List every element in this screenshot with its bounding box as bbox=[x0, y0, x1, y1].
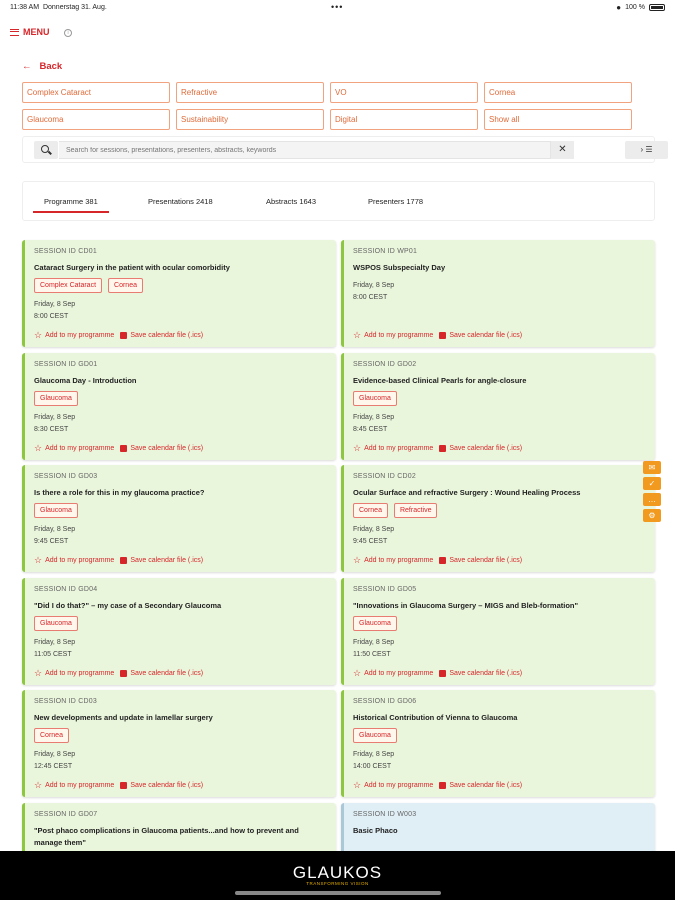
session-time: 12:45 CEST bbox=[34, 763, 73, 770]
clear-search-button[interactable]: ✕ bbox=[551, 141, 574, 159]
calendar-icon bbox=[120, 782, 127, 789]
settings-gear-icon[interactable]: ⚙ bbox=[643, 509, 661, 522]
add-to-programme-button[interactable] bbox=[353, 669, 433, 677]
sponsor-logo: GLAUKOS bbox=[292, 863, 383, 882]
star-icon: ☆ bbox=[353, 443, 362, 453]
session-card[interactable] bbox=[341, 578, 655, 685]
session-tag[interactable]: Glaucoma bbox=[34, 391, 78, 406]
filter-complex-cataract[interactable]: Complex Cataract bbox=[22, 82, 170, 103]
star-icon: ☆ bbox=[353, 555, 362, 565]
save-calendar-button[interactable] bbox=[120, 331, 203, 339]
filter-digital[interactable]: Digital bbox=[330, 109, 478, 130]
add-to-programme-label: Add to my programme bbox=[364, 444, 434, 452]
save-calendar-button[interactable] bbox=[439, 331, 522, 339]
session-time: 9:45 CEST bbox=[34, 538, 69, 545]
calendar-icon bbox=[120, 670, 127, 677]
topic-filters bbox=[22, 82, 632, 130]
save-calendar-label: Save calendar file (.ics) bbox=[130, 331, 204, 339]
session-title[interactable]: Cataract Surgery in the patient with ocular comorbidity bbox=[34, 263, 230, 272]
session-tag[interactable]: Refractive bbox=[394, 503, 438, 518]
session-title[interactable]: Evidence-based Clinical Pearls for angle-closure bbox=[353, 376, 527, 385]
session-id: SESSION ID GD01 bbox=[34, 361, 98, 368]
session-tags bbox=[353, 728, 646, 743]
save-calendar-label: Save calendar file (.ics) bbox=[130, 444, 204, 452]
chat-icon[interactable]: … bbox=[643, 493, 661, 506]
save-calendar-button[interactable] bbox=[120, 556, 203, 564]
session-card[interactable] bbox=[341, 465, 655, 572]
session-day: Friday, 8 Sep bbox=[353, 751, 395, 758]
search-icon[interactable] bbox=[34, 141, 58, 159]
session-day: Friday, 8 Sep bbox=[34, 526, 76, 533]
add-to-programme-button[interactable] bbox=[353, 331, 433, 339]
calendar-icon bbox=[439, 782, 446, 789]
save-calendar-button[interactable] bbox=[120, 669, 203, 677]
session-tag[interactable]: Cornea bbox=[353, 503, 388, 518]
session-datetime bbox=[353, 280, 646, 304]
save-calendar-label: Save calendar file (.ics) bbox=[449, 669, 523, 677]
filter-cornea[interactable]: Cornea bbox=[484, 82, 632, 103]
session-id: SESSION ID W003 bbox=[353, 811, 417, 818]
session-actions bbox=[353, 669, 522, 677]
add-to-programme-label: Add to my programme bbox=[364, 556, 434, 564]
session-tag[interactable]: Glaucoma bbox=[353, 728, 397, 743]
add-to-programme-label: Add to my programme bbox=[45, 669, 115, 677]
status-time: 11:38 AM Donnerstag 31. Aug. bbox=[10, 4, 107, 11]
session-actions bbox=[34, 669, 203, 677]
session-day: Friday, 8 Sep bbox=[34, 301, 76, 308]
session-time: 11:05 CEST bbox=[34, 651, 72, 658]
session-tag[interactable]: Glaucoma bbox=[353, 391, 397, 406]
session-id: SESSION ID CD01 bbox=[34, 248, 97, 255]
session-tags bbox=[34, 728, 327, 743]
calendar-check-icon[interactable]: ✓ bbox=[643, 477, 661, 490]
add-to-programme-button[interactable] bbox=[34, 444, 114, 452]
session-datetime bbox=[34, 637, 327, 661]
session-tags bbox=[34, 278, 327, 293]
session-card[interactable] bbox=[341, 240, 655, 347]
tab-abstracts[interactable]: Abstracts 1643 bbox=[266, 197, 317, 206]
session-tag[interactable]: Glaucoma bbox=[34, 503, 78, 518]
session-day: Friday, 8 Sep bbox=[353, 526, 395, 533]
session-card[interactable] bbox=[22, 578, 336, 685]
session-datetime bbox=[34, 299, 327, 323]
tab-bar bbox=[22, 181, 655, 221]
calendar-icon bbox=[439, 445, 446, 452]
star-icon: ☆ bbox=[34, 668, 43, 678]
session-actions bbox=[34, 781, 203, 789]
session-id: SESSION ID GD07 bbox=[34, 811, 98, 818]
arrow-left-icon: ← bbox=[22, 61, 32, 72]
session-time: 8:45 CEST bbox=[353, 426, 388, 433]
filter-list-button[interactable]: › ☰ bbox=[625, 141, 668, 159]
star-icon: ☆ bbox=[353, 668, 362, 678]
session-day: Friday, 8 Sep bbox=[34, 751, 76, 758]
save-calendar-label: Save calendar file (.ics) bbox=[130, 669, 204, 677]
save-calendar-label: Save calendar file (.ics) bbox=[130, 781, 204, 789]
session-day: Friday, 8 Sep bbox=[353, 414, 395, 421]
add-to-programme-label: Add to my programme bbox=[45, 781, 115, 789]
session-id: SESSION ID GD02 bbox=[353, 361, 417, 368]
session-actions bbox=[353, 556, 522, 564]
star-icon: ☆ bbox=[353, 780, 362, 790]
star-icon: ☆ bbox=[34, 555, 43, 565]
session-datetime bbox=[353, 749, 646, 773]
session-tags bbox=[34, 616, 327, 631]
session-time: 9:45 CEST bbox=[353, 538, 388, 545]
add-to-programme-button[interactable] bbox=[34, 556, 114, 564]
save-calendar-button[interactable] bbox=[439, 669, 522, 677]
multitask-dots[interactable]: ••• bbox=[331, 2, 344, 12]
session-title[interactable]: Glaucoma Day - Introduction bbox=[34, 376, 137, 385]
session-card[interactable] bbox=[22, 690, 336, 797]
calendar-icon bbox=[439, 332, 446, 339]
session-title[interactable]: WSPOS Subspecialty Day bbox=[353, 263, 446, 272]
save-calendar-button[interactable] bbox=[439, 556, 522, 564]
save-calendar-label: Save calendar file (.ics) bbox=[130, 556, 204, 564]
session-id: SESSION ID CD03 bbox=[34, 698, 97, 705]
session-day: Friday, 8 Sep bbox=[353, 639, 395, 646]
session-tags bbox=[34, 391, 327, 406]
mail-icon[interactable]: ✉ bbox=[643, 461, 661, 474]
session-title[interactable]: "Did I do that?" – my case of a Secondary Glaucoma bbox=[34, 601, 222, 610]
add-to-programme-label: Add to my programme bbox=[45, 556, 115, 564]
calendar-icon bbox=[120, 332, 127, 339]
status-bar bbox=[0, 0, 675, 16]
session-tag[interactable]: Glaucoma bbox=[34, 616, 78, 631]
session-time: 14:00 CEST bbox=[353, 763, 392, 770]
back-label: Back bbox=[39, 61, 63, 72]
session-day: Friday, 8 Sep bbox=[34, 639, 76, 646]
session-title[interactable]: Basic Phaco bbox=[353, 826, 398, 835]
session-title[interactable]: "Post phaco complications in Glaucoma patients...and how to prevent and manage them" bbox=[34, 826, 299, 847]
session-tag[interactable]: Glaucoma bbox=[353, 616, 397, 631]
session-tag[interactable]: Cornea bbox=[34, 728, 69, 743]
add-to-programme-label: Add to my programme bbox=[364, 781, 434, 789]
menu-label: MENU bbox=[23, 27, 50, 37]
session-time: 11:50 CEST bbox=[353, 651, 391, 658]
battery-percent: 100 % bbox=[625, 4, 645, 11]
add-to-programme-button[interactable] bbox=[34, 781, 114, 789]
battery-icon bbox=[649, 4, 665, 11]
add-to-programme-label: Add to my programme bbox=[364, 669, 434, 677]
session-id: SESSION ID GD05 bbox=[353, 586, 417, 593]
sponsor-tagline: TRANSFORMING VISION bbox=[306, 881, 369, 886]
session-tags bbox=[353, 616, 646, 631]
add-to-programme-label: Add to my programme bbox=[45, 331, 115, 339]
session-datetime bbox=[353, 524, 646, 548]
session-actions bbox=[34, 556, 203, 564]
session-card[interactable] bbox=[22, 240, 336, 347]
session-card[interactable] bbox=[22, 353, 336, 460]
add-to-programme-button[interactable] bbox=[34, 331, 114, 339]
session-id: SESSION ID GD06 bbox=[353, 698, 417, 705]
side-toolbar bbox=[641, 461, 663, 522]
wifi-icon: ● bbox=[616, 3, 622, 12]
session-title[interactable]: New developments and update in lamellar surgery bbox=[34, 713, 213, 722]
session-tag[interactable]: Complex Cataract bbox=[34, 278, 102, 293]
add-to-programme-label: Add to my programme bbox=[364, 331, 434, 339]
tab-presentations[interactable]: Presentations 2418 bbox=[148, 197, 213, 206]
session-actions bbox=[34, 444, 203, 452]
session-tags bbox=[353, 503, 646, 518]
menu-button[interactable] bbox=[10, 27, 50, 37]
save-calendar-label: Save calendar file (.ics) bbox=[449, 781, 523, 789]
save-calendar-button[interactable] bbox=[120, 444, 203, 452]
session-id: SESSION ID CD02 bbox=[353, 473, 416, 480]
home-indicator[interactable] bbox=[235, 891, 441, 895]
calendar-icon bbox=[439, 557, 446, 564]
filter-sustainability[interactable]: Sustainability bbox=[176, 109, 324, 130]
session-title[interactable]: "Innovations in Glaucoma Surgery – MIGS and Bleb-formation" bbox=[353, 601, 579, 610]
back-button[interactable] bbox=[22, 61, 62, 72]
session-id: SESSION ID GD03 bbox=[34, 473, 98, 480]
session-time: 8:00 CEST bbox=[34, 313, 69, 320]
session-actions bbox=[34, 331, 203, 339]
session-id: SESSION ID GD04 bbox=[34, 586, 98, 593]
tab-presenters[interactable]: Presenters 1778 bbox=[368, 197, 424, 206]
session-datetime bbox=[34, 412, 327, 436]
session-datetime bbox=[353, 637, 646, 661]
session-datetime bbox=[353, 412, 646, 436]
star-icon: ☆ bbox=[34, 443, 43, 453]
save-calendar-label: Save calendar file (.ics) bbox=[449, 444, 523, 452]
session-datetime bbox=[34, 749, 327, 773]
search-bar bbox=[22, 136, 655, 163]
session-actions bbox=[353, 781, 522, 789]
save-calendar-button[interactable] bbox=[439, 444, 522, 452]
filter-glaucoma[interactable]: Glaucoma bbox=[22, 109, 170, 130]
sponsor-banner[interactable] bbox=[0, 851, 675, 900]
save-calendar-label: Save calendar file (.ics) bbox=[449, 331, 523, 339]
filter-refractive[interactable]: Refractive bbox=[176, 82, 324, 103]
star-icon: ☆ bbox=[34, 780, 43, 790]
add-to-programme-button[interactable] bbox=[353, 444, 433, 452]
star-icon: ☆ bbox=[353, 330, 362, 340]
session-tag[interactable]: Cornea bbox=[108, 278, 143, 293]
hamburger-icon bbox=[10, 29, 19, 36]
session-card[interactable] bbox=[341, 353, 655, 460]
save-calendar-button[interactable] bbox=[120, 781, 203, 789]
filter-show-all[interactable]: Show all bbox=[484, 109, 632, 130]
session-actions bbox=[353, 331, 522, 339]
session-tags bbox=[353, 391, 646, 406]
save-calendar-button[interactable] bbox=[439, 781, 522, 789]
tab-programme[interactable]: Programme 381 bbox=[44, 197, 98, 206]
add-to-programme-button[interactable] bbox=[34, 669, 114, 677]
session-title[interactable]: Ocular Surface and refractive Surgery : Wound Healing Process bbox=[353, 488, 581, 497]
session-title[interactable]: Historical Contribution of Vienna to Glaucoma bbox=[353, 713, 518, 722]
star-icon: ☆ bbox=[34, 330, 43, 340]
session-day: Friday, 8 Sep bbox=[353, 282, 395, 289]
session-tags bbox=[34, 503, 327, 518]
info-icon[interactable]: i bbox=[64, 29, 72, 37]
add-to-programme-label: Add to my programme bbox=[45, 444, 115, 452]
calendar-icon bbox=[439, 670, 446, 677]
add-to-programme-button[interactable] bbox=[353, 556, 433, 564]
search-input[interactable] bbox=[59, 141, 551, 159]
session-day: Friday, 8 Sep bbox=[34, 414, 76, 421]
calendar-icon bbox=[120, 445, 127, 452]
calendar-icon bbox=[120, 557, 127, 564]
save-calendar-label: Save calendar file (.ics) bbox=[449, 556, 523, 564]
session-time: 8:30 CEST bbox=[34, 426, 69, 433]
session-actions bbox=[353, 444, 522, 452]
filter-vo[interactable]: VO bbox=[330, 82, 478, 103]
session-datetime bbox=[34, 524, 327, 548]
session-card[interactable] bbox=[341, 690, 655, 797]
session-time: 8:00 CEST bbox=[353, 294, 388, 301]
session-title[interactable]: Is there a role for this in my glaucoma practice? bbox=[34, 488, 205, 497]
session-id: SESSION ID WP01 bbox=[353, 248, 418, 255]
add-to-programme-button[interactable] bbox=[353, 781, 433, 789]
session-card[interactable] bbox=[22, 465, 336, 572]
